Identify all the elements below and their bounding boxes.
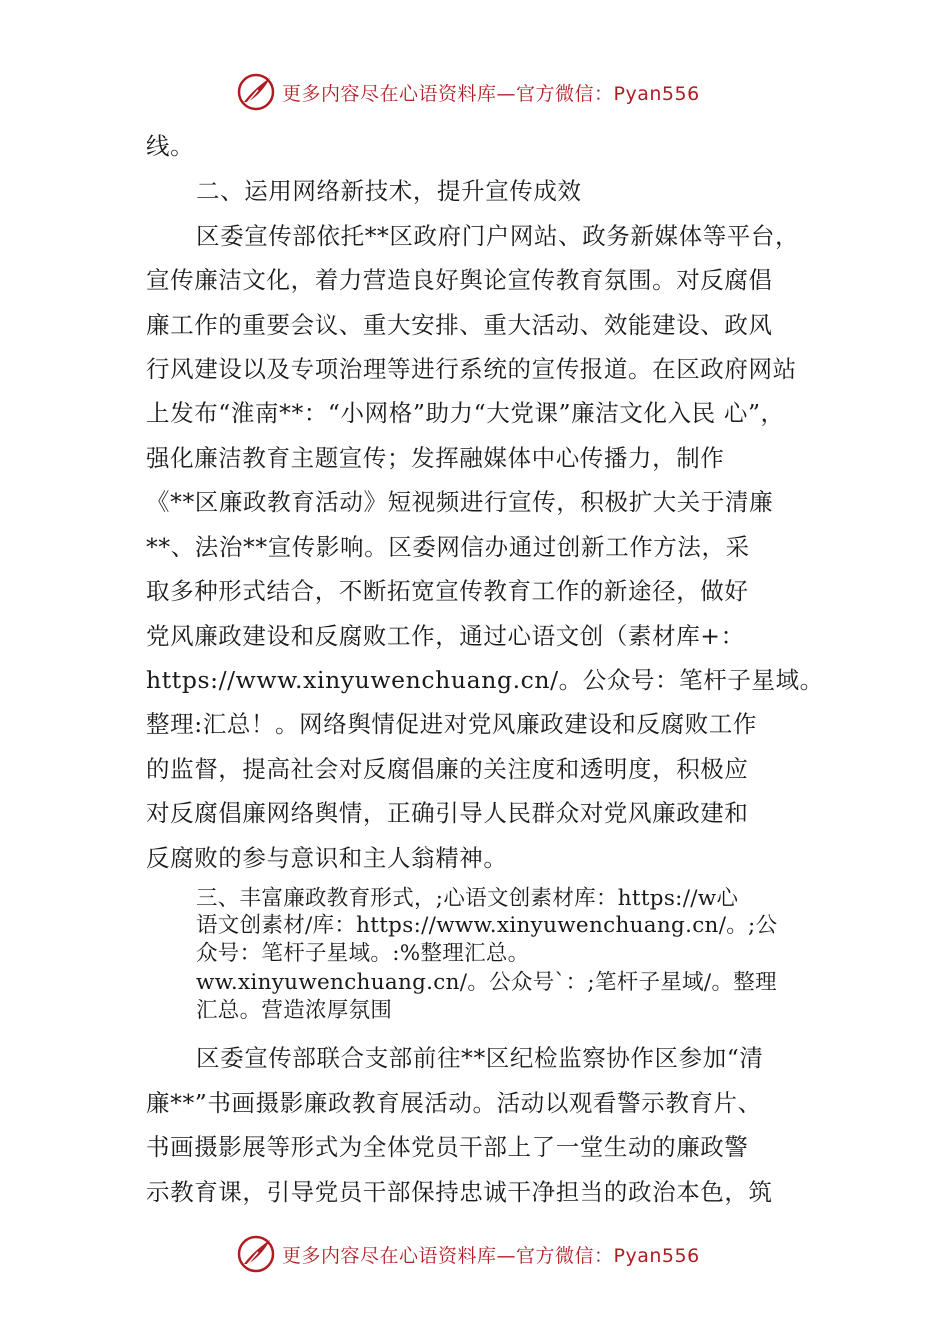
section-line: 众号：笔杆子星域。:%整理汇总。 xyxy=(196,941,530,966)
banner-slogan: 更多内容尽在心语资料库 xyxy=(282,82,497,105)
section-heading: 三、丰富廉政教育形式，;心语文创素材库：https://w心 xyxy=(196,886,739,911)
banner-text xyxy=(282,79,700,106)
body-line: 取多种形式结合，不断拓宽宣传教育工作的新途径，做好 xyxy=(146,577,749,605)
body-line: **、法治**宣传影响。区委网信办通过创新工作方法，采 xyxy=(146,533,750,561)
body-line: 行风建设以及专项治理等进行系统的宣传报道。在区政府网站 xyxy=(146,355,797,383)
body-line: 区委宣传部依托**区政府门户网站、政务新媒体等平台， xyxy=(196,222,800,250)
banner-text xyxy=(282,1241,700,1268)
footer-banner xyxy=(236,1232,756,1276)
body-line: 线。 xyxy=(146,132,195,160)
header-banner xyxy=(236,70,756,114)
body-line: 廉**”书画摄影廉政教育展活动。活动以观看警示教育片、 xyxy=(146,1089,762,1117)
quill-logo-icon xyxy=(236,72,276,112)
banner-wechat-id: Pyan556 xyxy=(613,1244,700,1267)
banner-wechat-label: 官方微信： xyxy=(516,1244,614,1267)
body-line: 党风廉政建设和反腐败工作，通过心语文创（素材库+： xyxy=(146,622,745,650)
body-line: 反腐败的参与意识和主人翁精神。 xyxy=(146,844,508,872)
banner-wechat-id: Pyan556 xyxy=(613,82,700,105)
body-line: 强化廉洁教育主题宣传；发挥融媒体中心传播力，制作 xyxy=(146,444,725,472)
body-line: https://www.xinyuwenchuang.cn/。公众号：笔杆子星域。 xyxy=(146,666,824,694)
body-line: 廉工作的重要会议、重大安排、重大活动、效能建设、政风 xyxy=(146,311,773,339)
section-line: 汇总。营造浓厚氛围 xyxy=(196,998,393,1023)
body-line: 上发布“淮南**：“小网格”助力“大党课”廉洁文化入民 心”， xyxy=(146,399,785,427)
body-line: 的监督，提高社会对反腐倡廉的关注度和透明度，积极应 xyxy=(146,755,749,783)
banner-dash: — xyxy=(496,82,517,105)
banner-dash: — xyxy=(496,1244,517,1267)
banner-slogan: 更多内容尽在心语资料库 xyxy=(282,1244,497,1267)
quill-logo-icon xyxy=(236,1234,276,1274)
section-line: 语文创素材/库：https://www.xinyuwenchuang.cn/。;公 xyxy=(196,913,778,938)
section-line: ww.xinyuwenchuang.cn/。公众号`：;笔杆子星域/。整理 xyxy=(196,970,777,995)
body-line: 对反腐倡廉网络舆情，正确引导人民群众对党风廉政建和 xyxy=(146,799,749,827)
body-line: 宣传廉洁文化，着力营造良好舆论宣传教育氛围。对反腐倡 xyxy=(146,266,773,294)
body-line: 《**区廉政教育活动》短视频进行宣传，积极扩大关于清廉 xyxy=(146,488,774,516)
body-line: 示教育课，引导党员干部保持忠诚干净担当的政治本色，筑 xyxy=(146,1178,773,1206)
section-heading: 二、运用网络新技术，提升宣传成效 xyxy=(196,177,582,205)
banner-wechat-label: 官方微信： xyxy=(516,82,614,105)
body-line: 整理:汇总！。网络舆情促进对党风廉政建设和反腐败工作 xyxy=(146,710,758,738)
body-line: 书画摄影展等形式为全体党员干部上了一堂生动的廉政警 xyxy=(146,1133,749,1161)
body-line: 区委宣传部联合支部前往**区纪检监察协作区参加“清 xyxy=(196,1044,764,1072)
